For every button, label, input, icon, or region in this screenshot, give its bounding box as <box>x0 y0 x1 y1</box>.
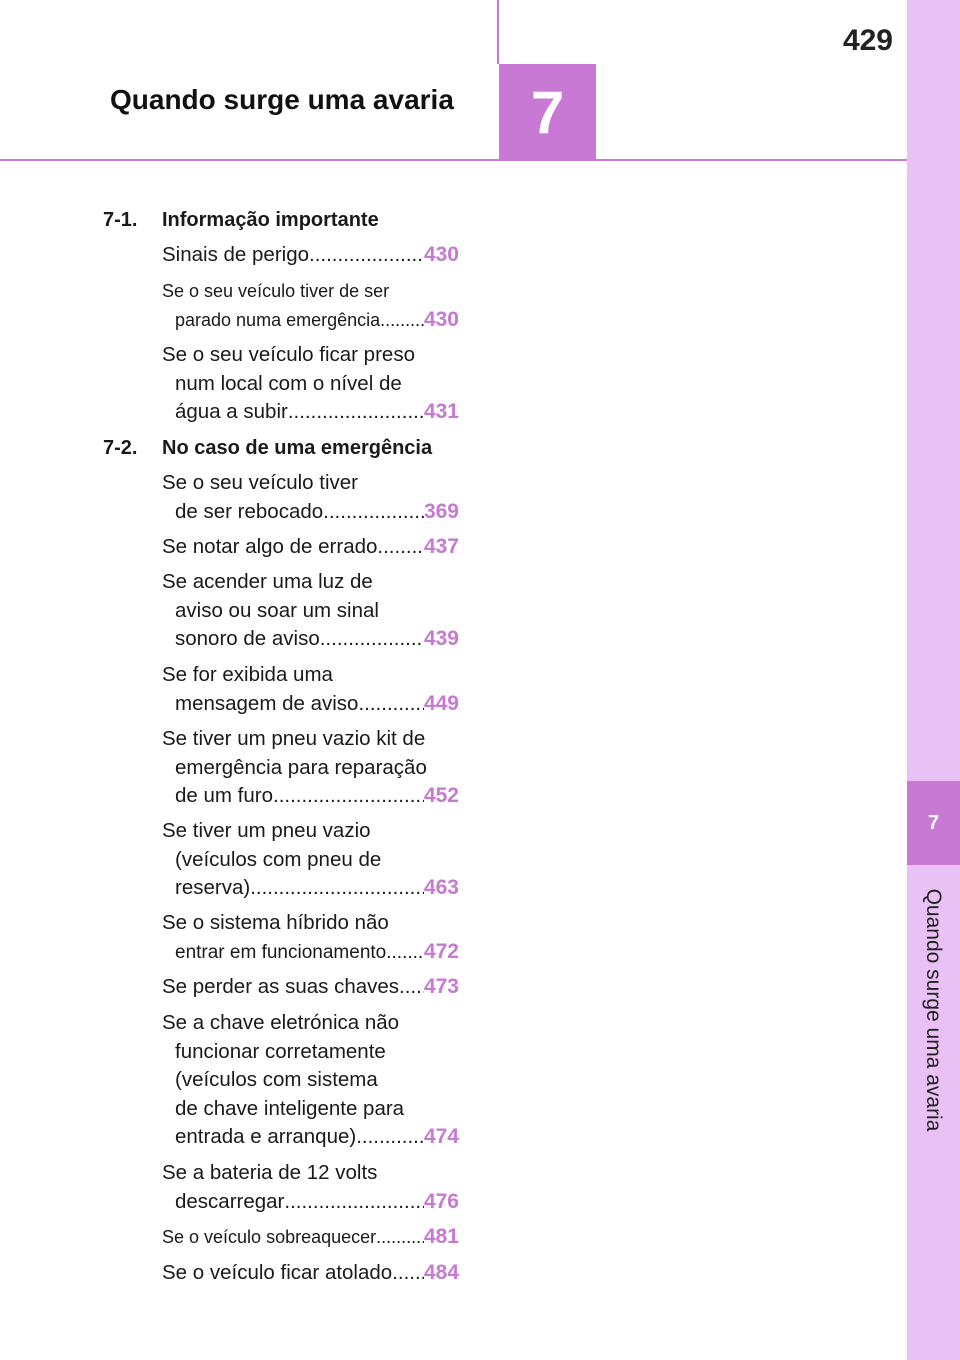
entry-text: sonoro de aviso <box>175 627 320 650</box>
entry-text: Se for exibida uma <box>162 663 333 686</box>
page-ref[interactable]: 369 <box>423 499 459 523</box>
toc-entry[interactable] <box>162 1159 459 1216</box>
toc-entry[interactable] <box>162 1009 459 1152</box>
entry-text: funcionar corretamente <box>175 1039 386 1063</box>
section-number: 7-1. <box>103 209 138 231</box>
entry-text: de ser rebocado <box>175 499 324 523</box>
toc-entry[interactable] <box>162 469 459 526</box>
leader-dots <box>323 498 424 527</box>
section-title: No caso de uma emergência <box>162 437 433 459</box>
entry-text: Se notar algo de errado <box>162 535 378 558</box>
entry-text: (veículos com sistema <box>175 1068 378 1091</box>
page-ref[interactable]: 463 <box>423 876 459 899</box>
section-number: 7-2. <box>103 437 138 459</box>
toc-entry[interactable] <box>162 341 459 427</box>
entry-text: (veículos com pneu de <box>175 847 382 871</box>
leader-dots <box>380 306 424 335</box>
toc-entry[interactable] <box>162 973 459 1002</box>
page-ref[interactable]: 476 <box>423 1189 459 1213</box>
entry-text: Se perder as suas chaves <box>162 975 400 998</box>
page-ref[interactable]: 430 <box>423 243 459 266</box>
leader-dots <box>376 1223 424 1252</box>
entry-text: de chave inteligente para <box>175 1096 405 1120</box>
leader-dots <box>273 782 424 811</box>
page-ref[interactable]: 431 <box>423 400 459 423</box>
side-tab-number: 7 <box>907 781 960 865</box>
page-ref[interactable]: 474 <box>423 1125 459 1148</box>
header-rule <box>0 159 907 161</box>
chapter-title: Quando surge uma avaria <box>110 84 454 115</box>
page-ref[interactable]: 452 <box>423 784 459 807</box>
side-tab-label: Quando surge uma avaria <box>922 888 945 1132</box>
leader-dots <box>377 533 424 562</box>
toc-entry[interactable] <box>162 1259 459 1288</box>
page-ref[interactable]: 449 <box>423 691 459 715</box>
entry-text: emergência para reparação <box>175 755 427 779</box>
toc-entry[interactable] <box>162 1223 459 1252</box>
entry-text: num local com o nível de <box>175 371 402 395</box>
leader-dots <box>309 241 424 270</box>
entry-text: entrada e arranque) <box>175 1125 357 1148</box>
page-ref[interactable]: 430 <box>423 307 459 331</box>
toc-entry[interactable] <box>162 661 459 718</box>
leader-dots <box>399 973 424 1002</box>
toc-entry[interactable] <box>162 241 459 270</box>
chapter-number-box: 7 <box>499 64 596 160</box>
page-ref[interactable]: 439 <box>423 627 459 650</box>
entry-text: Se tiver um pneu vazio kit de <box>162 727 426 750</box>
section-heading <box>103 434 503 462</box>
entry-text: reserva) <box>175 876 251 899</box>
entry-text: parado numa emergência <box>175 309 381 330</box>
toc-entry[interactable] <box>162 817 459 903</box>
entry-text: água a subir <box>175 400 288 423</box>
entry-text: de um furo <box>175 784 273 807</box>
page-ref[interactable]: 484 <box>423 1261 459 1284</box>
page-ref[interactable]: 473 <box>423 975 459 998</box>
leader-dots <box>356 1123 424 1152</box>
leader-dots <box>250 874 424 903</box>
toc-entry[interactable] <box>162 725 459 811</box>
side-tab-bar <box>907 0 960 1360</box>
header-divider-vertical <box>497 0 499 64</box>
leader-dots <box>386 939 424 968</box>
entry-text: Se o veículo sobreaquecer <box>162 1227 377 1247</box>
leader-dots <box>288 398 424 427</box>
page-ref[interactable]: 437 <box>423 535 459 558</box>
entry-text: Se o sistema híbrido não <box>162 911 389 934</box>
page-number: 429 <box>842 24 893 57</box>
section-title: Informação importante <box>162 209 379 231</box>
section-heading <box>103 206 503 234</box>
leader-dots <box>320 625 424 654</box>
entry-text: Se o veículo ficar atolado <box>162 1261 393 1284</box>
toc-entry[interactable] <box>162 533 459 562</box>
entry-text: Se o seu veículo tiver de ser <box>162 281 390 301</box>
leader-dots <box>358 690 423 719</box>
entry-text: aviso ou soar um sinal <box>175 598 379 622</box>
entry-text: Se a bateria de 12 volts <box>162 1161 378 1184</box>
page-ref[interactable]: 481 <box>423 1225 459 1248</box>
toc-entry[interactable] <box>162 277 459 334</box>
entry-text: entrar em funcionamento <box>175 941 387 963</box>
toc-entry[interactable] <box>162 568 459 654</box>
entry-text: Se tiver um pneu vazio <box>162 819 371 842</box>
entry-text: Se acender uma luz de <box>162 570 373 593</box>
toc-entry[interactable] <box>162 909 459 966</box>
entry-text: Se a chave eletrónica não <box>162 1011 400 1034</box>
leader-dots <box>284 1188 424 1217</box>
entry-text: descarregar <box>175 1189 285 1213</box>
entry-text: Se o seu veículo tiver <box>162 471 358 494</box>
entry-text: mensagem de aviso <box>175 691 359 715</box>
entry-text: Sinais de perigo <box>162 243 310 266</box>
entry-text: Se o seu veículo ficar preso <box>162 343 415 366</box>
page-ref[interactable]: 472 <box>423 939 459 963</box>
leader-dots <box>392 1259 424 1288</box>
